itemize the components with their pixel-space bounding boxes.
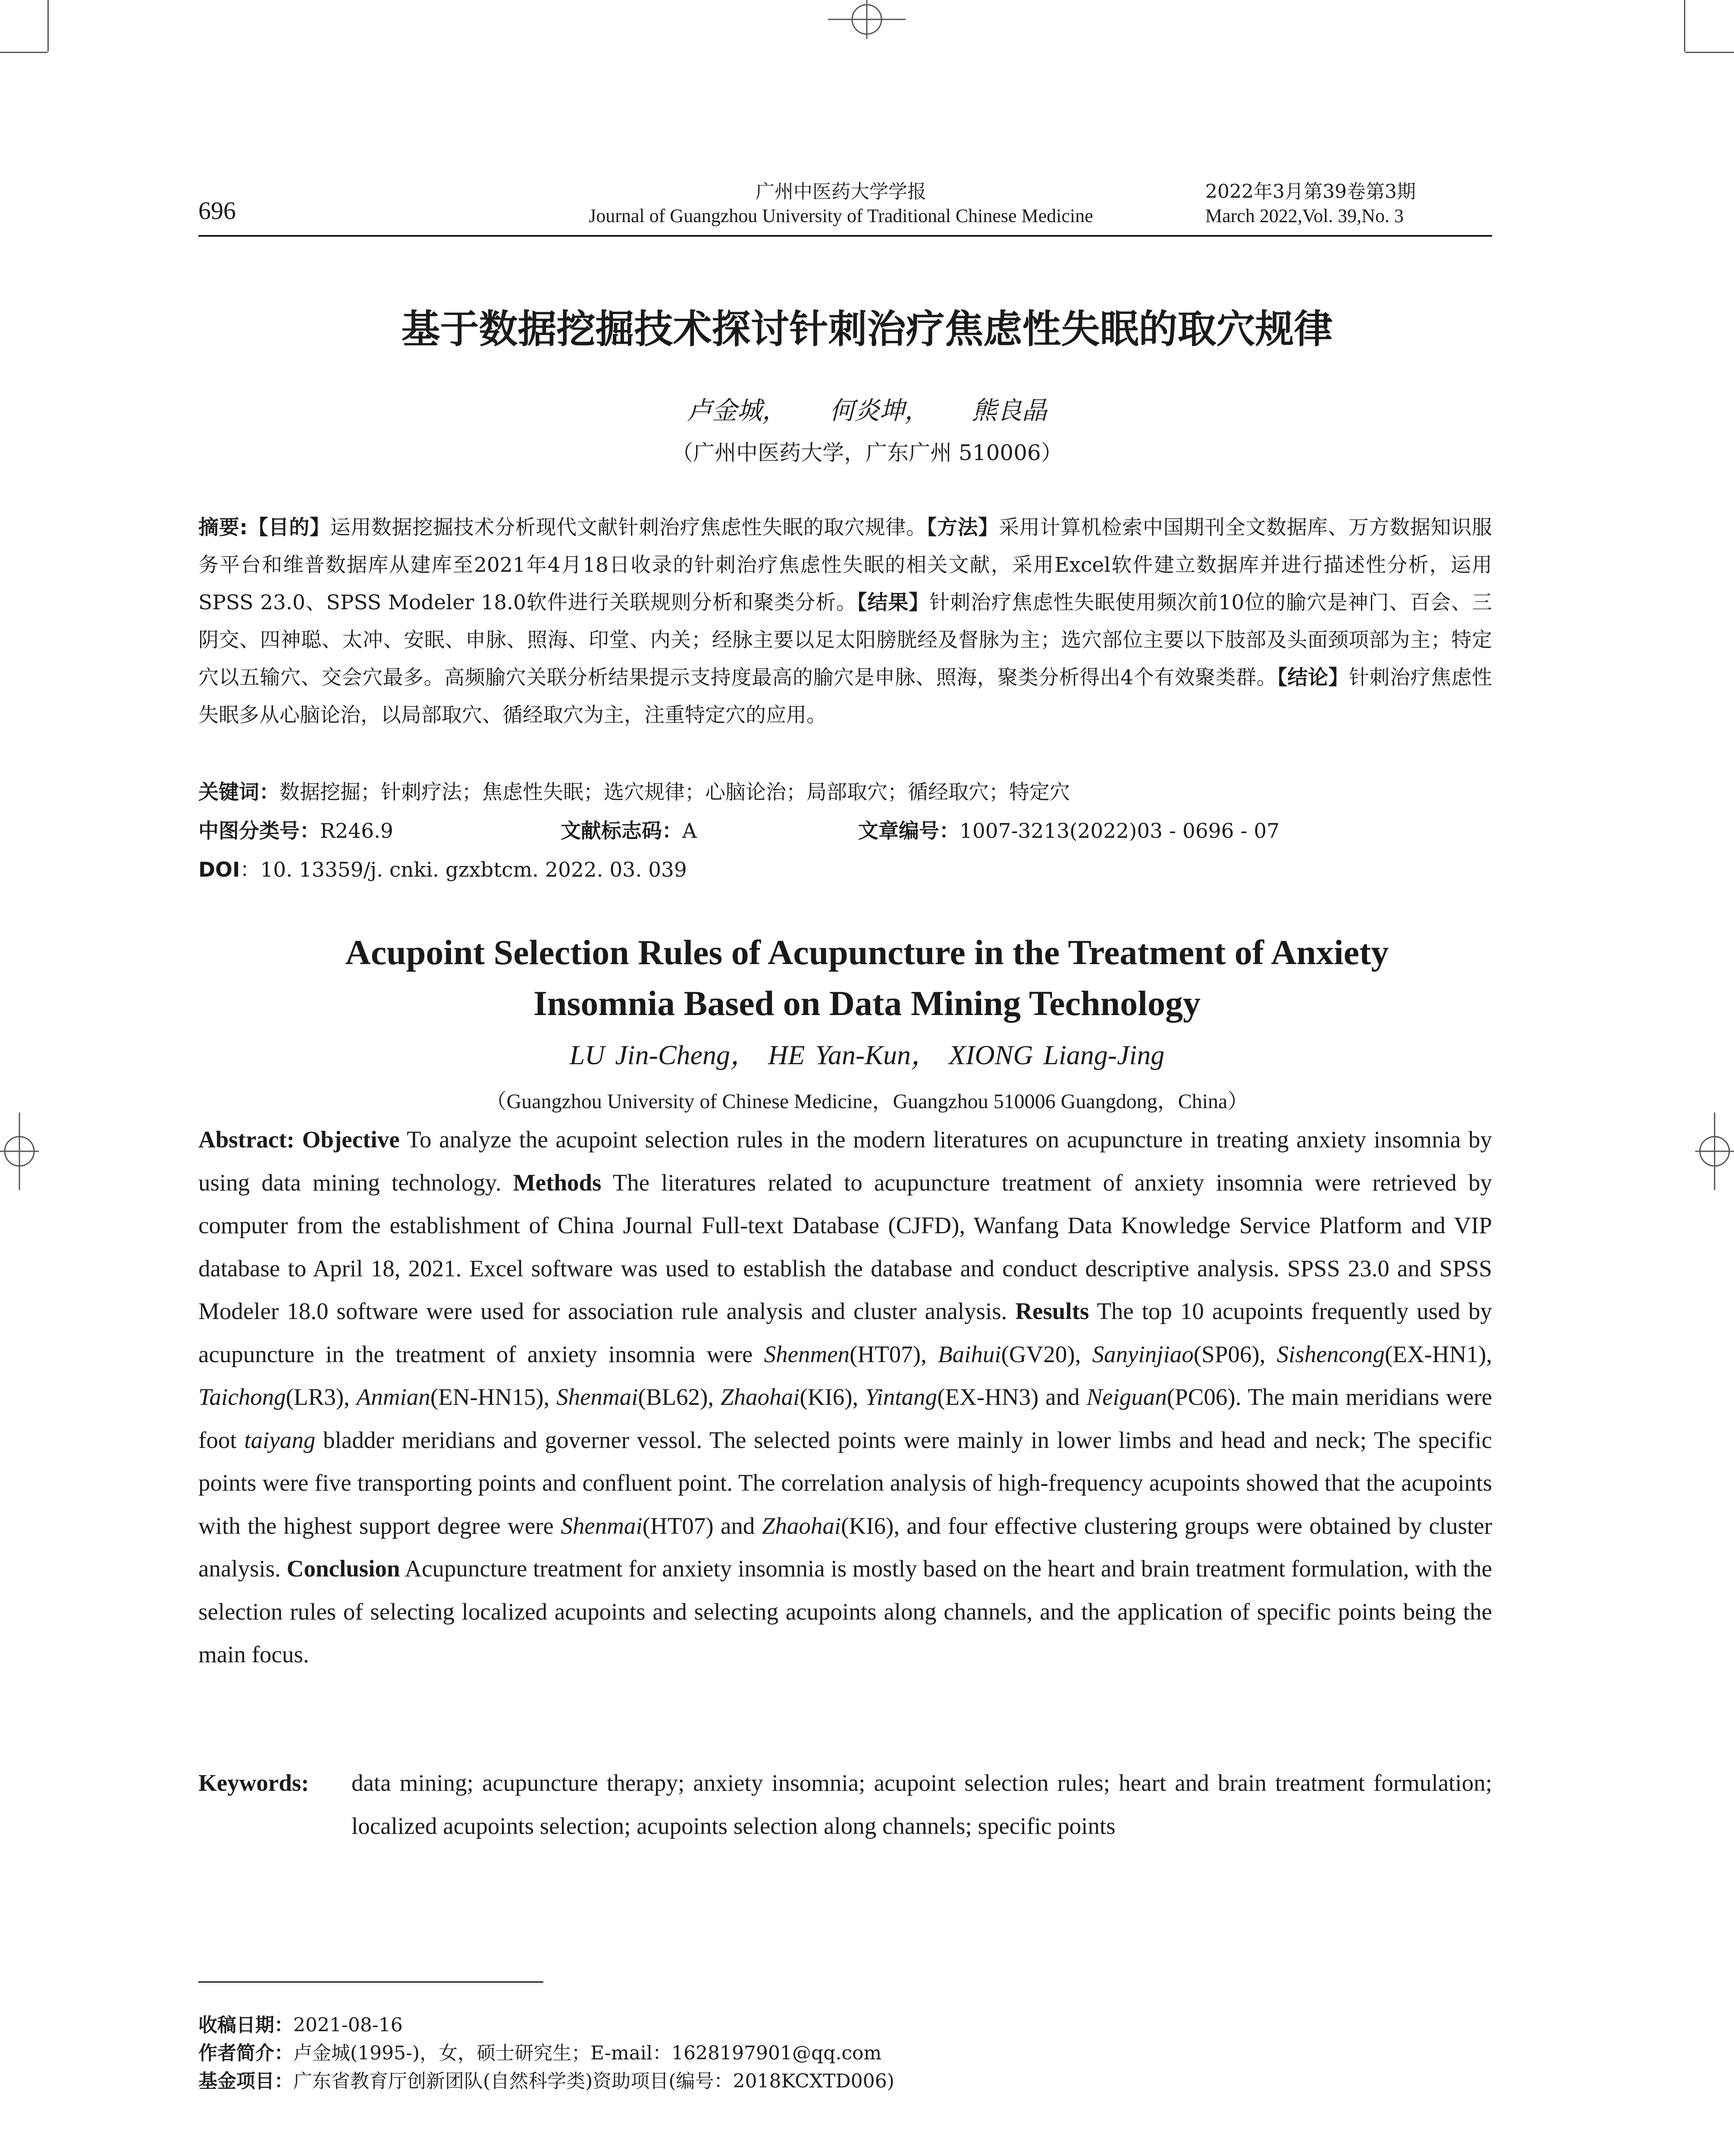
clc-label: 中图分类号：: [198, 819, 320, 843]
footnote-author: [198, 2037, 881, 2065]
acupoint-code: (LR3),: [285, 1384, 357, 1410]
received-label: 收稿日期：: [198, 2014, 293, 2036]
registration-mark-top: [824, 0, 910, 39]
acupoint-name: Taichong: [198, 1384, 286, 1410]
conclusion-label-cn: 【结论】: [1277, 666, 1349, 689]
footnote-received: [198, 2009, 403, 2037]
keywords-cn: [198, 776, 1070, 805]
conclusion-cn: 针刺治疗焦虑性失眠多从心脑论治，以局部取穴、循经取穴为主，注重特定穴的应用。: [198, 666, 1493, 727]
affiliation-cn: （广州中医药大学，广东广州 510006）: [671, 440, 1063, 465]
results-cn: 针刺治疗焦虑性失眠使用频次前10位的腧穴是神门、百会、三阴交、四神聪、太冲、安眠、申脉、照海、印堂、内关；经脉主要以足太阳膀胱经及督脉为主；选穴部位主要以下肢部及头面颈项部为主；特定穴以五输穴、交会穴最多。高频腧穴关联分析结果提示支持度最高的腧穴是申脉、照海，聚类分析得出4个有效聚类群。: [198, 591, 1492, 689]
results-en-part1: The top 10 acupoints frequently used by acupuncture in the treatment of anxiety insomnia were: [198, 1298, 1492, 1367]
author-bio-label: 作者简介：: [198, 2042, 293, 2064]
footnote-rule: [198, 1981, 543, 1983]
crop-mark: [1684, 0, 1685, 52]
page-number: 696: [198, 197, 236, 225]
fund-value: 广东省教育厅创新团队(自然科学类)资助项目(编号：2018KCXTD006): [293, 2070, 894, 2092]
authors-en: LU Jin-Cheng， HE Yan-Kun， XIONG Liang-Jing: [569, 1040, 1165, 1070]
acupoint-name: Yintang: [865, 1384, 938, 1410]
classification-line: [198, 815, 1492, 844]
abstract-cn: [198, 509, 1492, 734]
doi-label: DOI: [198, 858, 240, 882]
article-title-cn: 基于数据挖掘技术探讨针刺治疗焦虑性失眠的取穴规律: [401, 307, 1333, 352]
acupoint-name: Shenmen: [764, 1341, 850, 1367]
journal-title-en: Journal of Guangzhou University of Traditional Chinese Medicine: [589, 205, 1093, 226]
acupoint-code: (KI6),: [841, 1512, 900, 1539]
results-en-part3: and four effective clustering groups were obtained by cluster analysis.: [198, 1512, 1492, 1582]
objective-cn: 运用数据挖掘技术分析现代文献针刺治疗焦虑性失眠的取穴规律。: [330, 516, 927, 539]
article-number-value: 1007-3213(2022)03 - 0696 - 07: [960, 819, 1280, 843]
acupoint-code: (EN-HN15),: [430, 1384, 557, 1410]
affiliation-en: （Guangzhou University of Chinese Medicine，Guangzhou 510006 Guangdong，China）: [486, 1090, 1248, 1113]
authors-cn: 卢金城， 何炎坤， 熊良晶: [687, 396, 1047, 425]
header-rule: [198, 235, 1492, 237]
methods-cn: 采用计算机检索中国期刊全文数据库、万方数据知识服务平台和维普数据库从建库至2021年4月18日收录的针刺治疗焦虑性失眠的相关文献，采用Excel软件建立数据库并进行描述性分析，运用SPSS 23.0、SPSS Modeler 18.0软件进行关联规则分析和聚类分析。: [198, 516, 1493, 614]
acupoint-code: (KI6),: [800, 1384, 865, 1410]
acupoint-name: Anmian: [356, 1384, 430, 1410]
acupoint-code: (HT07),: [850, 1341, 938, 1367]
doi-value: ：10. 13359/j. cnki. gzxbtcm. 2022. 03. 039: [240, 858, 687, 882]
abstract-cn-label: 摘要:: [198, 516, 248, 539]
clc-value: R246.9: [320, 819, 393, 843]
acupoint-zhaohai: Zhaohai: [762, 1512, 841, 1539]
footnote-fund: [198, 2065, 894, 2093]
doi-line: [198, 854, 687, 883]
article-title-en-line1: Acupoint Selection Rules of Acupuncture in the Treatment of Anxiety: [345, 933, 1389, 972]
results-label-en: Results: [1015, 1298, 1089, 1324]
registration-mark-right: [1695, 1108, 1734, 1194]
results-en-part2a: The main meridians were foot: [198, 1384, 1492, 1453]
registration-mark-left: [0, 1108, 39, 1194]
objective-label-cn: 【目的】: [248, 516, 330, 539]
acupoint-name: Shenmai: [556, 1384, 638, 1410]
acupoint-code: (GV20),: [1001, 1341, 1092, 1367]
conclusion-label-en: Conclusion: [286, 1555, 400, 1582]
keywords-cn-text: 数据挖掘；针刺疗法；焦虑性失眠；选穴规律；心脑论治；局部取穴；循经取穴；特定穴: [279, 780, 1070, 804]
author-bio-value: 卢金城(1995-)，女，硕士研究生；E-mail：1628197901@qq.com: [293, 2042, 882, 2064]
journal-title-cn: 广州中医药大学学报: [756, 181, 926, 203]
article-number-label: 文章编号：: [858, 819, 960, 843]
article-title-en-line2: Insomnia Based on Data Mining Technology: [533, 984, 1201, 1023]
article-title-en: [0, 927, 1734, 1029]
acupoint-code: (EX-HN1),: [1385, 1341, 1493, 1367]
acupoint-code: (SP06),: [1193, 1341, 1277, 1367]
keywords-en-text: data mining; acupuncture therapy; anxiety insomnia; acupoint selection rules; heart and brain treatment formulation; localized acupoints selection; acupoints selection along channels; specific points: [351, 1770, 1492, 1839]
acupoint-name: Sanyinjiao: [1092, 1341, 1194, 1367]
objective-label-en: Objective: [302, 1126, 400, 1153]
issue-date-en: March 2022,Vol. 39,No. 3: [1205, 205, 1404, 226]
acupoint-code: (HT07) and: [642, 1512, 755, 1539]
objective-en: To analyze the acupoint selection rules in the modern literatures on acupuncture in treating anxiety insomnia by using data mining technology.: [198, 1126, 1493, 1196]
keywords-cn-label: 关键词：: [198, 780, 279, 804]
conclusion-en: Acupuncture treatment for anxiety insomnia is mostly based on the heart and brain treatment formulation, with the selection rules of selecting localized acupoints and selecting acupoints along channels, and the application of specific points being the main focus.: [198, 1555, 1493, 1667]
acupoint-name: Baihui: [938, 1341, 1001, 1367]
acupoint-code: (PC06).: [1166, 1384, 1242, 1410]
abstract-en-label: Abstract:: [198, 1126, 295, 1153]
acupoint-name: Zhaohai: [721, 1384, 800, 1410]
methods-label-cn: 【方法】: [926, 516, 999, 539]
abstract-en: [198, 1118, 1492, 1676]
results-en-taiyang: taiyang: [244, 1426, 316, 1453]
issue-date-cn: 2022年3月第39卷第3期: [1205, 181, 1416, 203]
acupoint-code: (EX-HN3) and: [937, 1384, 1087, 1410]
methods-label-en: Methods: [513, 1169, 602, 1196]
crop-mark: [0, 52, 47, 53]
crop-mark: [1685, 52, 1734, 53]
results-label-cn: 【结果】: [857, 591, 930, 614]
acupoint-name: Neiguan: [1086, 1384, 1167, 1410]
fund-label: 基金项目：: [198, 2070, 293, 2092]
received-value: 2021-08-16: [293, 2014, 403, 2036]
results-en-part2b: bladder meridians and governer vessol. The selected points were mainly in lower limbs and head and neck; The specific points were five transporting points and confluent point. The correlation analysis of high-frequency acupoints showed that the acupoints with the highest support degree were: [198, 1426, 1492, 1539]
keywords-en-label: Keywords:: [198, 1770, 309, 1796]
acupoint-code: (BL62),: [638, 1384, 721, 1410]
doc-code-value: A: [682, 819, 697, 843]
doc-code-label: 文献标志码：: [561, 819, 682, 843]
acupoint-name: Sishencong: [1276, 1341, 1385, 1367]
methods-en: The literatures related to acupuncture treatment of anxiety insomnia were retrieved by computer from the establishment of China Journal Full-text Database (CJFD), Wanfang Data Knowledge Service Platform and VIP database to April 18, 2021. Excel software was used to establish the database and conduct descriptive analysis. SPSS 23.0 and SPSS Modeler 18.0 software were used for association rule analysis and cluster analysis.: [198, 1169, 1492, 1324]
acupoint-shenmai: Shenmai: [561, 1512, 643, 1539]
crop-mark: [47, 0, 49, 52]
